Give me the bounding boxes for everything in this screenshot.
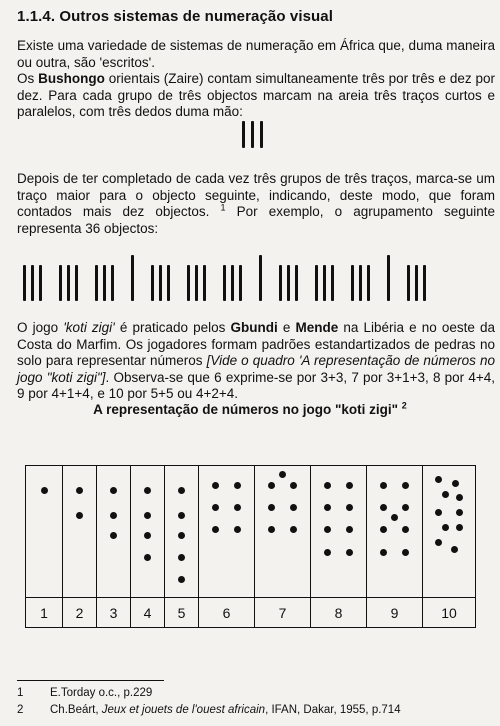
pattern-cell-1 (26, 466, 63, 598)
tally-long-stroke (131, 255, 134, 301)
koti-zigi-table (25, 465, 476, 628)
tally-short-stroke (351, 265, 354, 301)
stone-dot (324, 526, 331, 533)
pattern-cell-3 (97, 466, 131, 598)
tally-short-stroke (159, 265, 162, 301)
number-cell: 6 (199, 598, 255, 628)
stone-dot (346, 504, 353, 511)
tally-short-stroke (367, 265, 370, 301)
stone-dot (442, 491, 449, 498)
tally-short-stroke (195, 265, 198, 301)
pattern-cell-5 (165, 466, 199, 598)
stone-dot (144, 532, 151, 539)
number-cell: 8 (311, 598, 367, 628)
tally-short-stroke (315, 265, 318, 301)
stone-dot (290, 526, 297, 533)
stone-dot (268, 526, 275, 533)
paragraph-1 (17, 38, 495, 121)
tally-short-stroke (231, 265, 234, 301)
p2-bushongo: Bushongo (38, 71, 105, 86)
stone-dot (279, 471, 286, 478)
tally-short-stroke (331, 265, 334, 301)
footnote-text-a: Ch.Beárt, (50, 704, 102, 716)
number-cell: 7 (255, 598, 311, 628)
tally-short-stroke (95, 265, 98, 301)
table-title (0, 402, 500, 417)
stone-dot (435, 476, 442, 483)
tally-short-stroke (295, 265, 298, 301)
tally-long-stroke (387, 255, 390, 301)
stone-dot (41, 487, 48, 494)
number-cell: 4 (131, 598, 165, 628)
stone-dot (178, 554, 185, 561)
tally-short-stroke (423, 265, 426, 301)
tally-short-stroke (151, 265, 154, 301)
stone-dot (452, 480, 459, 487)
stone-dot (178, 576, 185, 583)
stone-dot (290, 482, 297, 489)
pattern-cell-4 (131, 466, 165, 598)
tally-short-stroke (239, 265, 242, 301)
footnote-text-b: , IFAN, Dakar, 1955, p.714 (265, 704, 401, 716)
p4-gbundi: Gbundi (230, 320, 278, 335)
footnote-divider (17, 680, 164, 681)
stone-dot (391, 514, 398, 521)
stone-dot (178, 487, 185, 494)
stone-dot (178, 532, 185, 539)
p2-part-b: orientais (Zaire) contam simultaneamente três por três e dez por dez. Para cada grupo de três objectos marcam na areia três traços curtos e paralelos, com três dedos duma mão: (17, 71, 495, 119)
number-cell: 3 (97, 598, 131, 628)
number-cell: 5 (165, 598, 199, 628)
tally-short-stroke (407, 265, 410, 301)
stone-dot (234, 482, 241, 489)
stone-dot (435, 539, 442, 546)
p3-part-b: Por exemplo, o agrupamento seguinte representa 36 objectos: (17, 204, 495, 236)
number-cell: 10 (423, 598, 476, 628)
paragraph-1-text: Existe uma variedade de sistemas de numeração em África que, duma maneira ou outra, são 'escritos'. (17, 38, 495, 70)
stone-dot (178, 512, 185, 519)
stone-dot (212, 482, 219, 489)
stone-dot (402, 504, 409, 511)
stone-dot (451, 546, 458, 553)
pattern-cell-9 (367, 466, 423, 598)
stone-dot (110, 532, 117, 539)
footnote-number: 1 (17, 687, 24, 699)
footnote-1 (17, 686, 152, 700)
stone-dot (442, 524, 449, 531)
number-cell: 9 (367, 598, 423, 628)
stone-dot (380, 482, 387, 489)
tally-short-stroke (23, 265, 26, 301)
tally-long-stroke (259, 255, 262, 301)
footnote-title: Jeux et jouets de l'ouest africain (101, 704, 266, 716)
tally-short-stroke (75, 265, 78, 301)
stone-dot (110, 512, 117, 519)
stone-dot (346, 526, 353, 533)
stone-dot (324, 482, 331, 489)
stone-dot (110, 487, 117, 494)
stone-dot (324, 549, 331, 556)
stone-dot (268, 482, 275, 489)
stone-dot (212, 526, 219, 533)
p4-part-a: O jogo (17, 320, 64, 335)
stone-dot (268, 504, 275, 511)
stone-dot (144, 512, 151, 519)
stone-dot (290, 504, 297, 511)
stone-dot (144, 487, 151, 494)
tally-short-stroke (287, 265, 290, 301)
tally-short-stroke (203, 265, 206, 301)
section-heading: 1.1.4. Outros sistemas de numeração visual (17, 8, 334, 25)
stone-dot (380, 526, 387, 533)
tally-short-stroke (111, 265, 114, 301)
paragraph-3 (17, 171, 495, 237)
tally-short-stroke (39, 265, 42, 301)
tally-stroke (242, 121, 245, 148)
footnote-ref-2: 2 (401, 400, 407, 411)
p2-part-a: Os (17, 71, 39, 86)
stone-dot (144, 554, 151, 561)
footnote-text: E.Torday o.c., p.229 (50, 687, 153, 699)
tally-short-stroke (415, 265, 418, 301)
tally-short-stroke (31, 265, 34, 301)
p4-part-b: é praticado pelos (114, 320, 231, 335)
p4-table-reference: [Vide o quadro 'A representação de números no jogo "koti zigi"] (17, 353, 495, 385)
tally-short-stroke (187, 265, 190, 301)
p4-part-d: na Libéria e no oeste da Costa do Marfim. Os jogadores formam padrões estandartizados de pedras no solo para representar números (17, 320, 495, 368)
stone-dot (346, 482, 353, 489)
tally-short-stroke (103, 265, 106, 301)
p4-part-e: . Observa-se que 6 exprime-se por 3+3, 7 por 3+1+3, 8 por 4+4, 9 por 4+1+4, e 10 por 5+5 ou 4+2+4. (17, 369, 496, 401)
stone-dot (456, 494, 463, 501)
footnote-number: 2 (17, 704, 24, 716)
stone-dot (346, 549, 353, 556)
paragraph-4 (17, 320, 495, 403)
number-cell: 2 (63, 598, 97, 628)
p4-part-c: e (277, 320, 296, 335)
footnote-ref-1: 1 (220, 202, 226, 213)
number-cell: 1 (26, 598, 63, 628)
tally-short-stroke (59, 265, 62, 301)
tally-short-stroke (323, 265, 326, 301)
stone-dot (234, 526, 241, 533)
pattern-row (26, 466, 476, 598)
p4-koti-zigi: 'koti zigi' (63, 320, 115, 335)
p3-part-a: Depois de ter completado de cada vez três grupos de três traços, marca-se um traço maior para o objecto seguinte, indicando, deste modo, que foram contados mais dez objectos. (17, 171, 495, 219)
stone-dot (324, 504, 331, 511)
stone-dot (456, 509, 463, 516)
tally-short-stroke (67, 265, 70, 301)
stone-dot (234, 504, 241, 511)
stone-dot (402, 526, 409, 533)
number-row (26, 598, 476, 628)
stone-dot (456, 524, 463, 531)
tally-stroke (251, 121, 254, 148)
tally-short-stroke (167, 265, 170, 301)
stone-dot (380, 504, 387, 511)
pattern-cell-7 (255, 466, 311, 598)
pattern-cell-2 (63, 466, 97, 598)
tally-short-stroke (359, 265, 362, 301)
pattern-cell-8 (311, 466, 367, 598)
stone-dot (402, 549, 409, 556)
pattern-cell-6 (199, 466, 255, 598)
table-title-text: A representação de números no jogo "koti zigi" (93, 402, 399, 417)
stone-dot (435, 509, 442, 516)
p4-mende: Mende (295, 320, 339, 335)
pattern-cell-10 (423, 466, 476, 598)
stone-dot (402, 482, 409, 489)
stone-dot (380, 549, 387, 556)
tally-stroke (260, 121, 263, 148)
stone-dot (212, 504, 219, 511)
stone-dot (76, 512, 83, 519)
footnote-2 (17, 703, 401, 717)
tally-short-stroke (223, 265, 226, 301)
tally-short-stroke (279, 265, 282, 301)
stone-dot (76, 487, 83, 494)
